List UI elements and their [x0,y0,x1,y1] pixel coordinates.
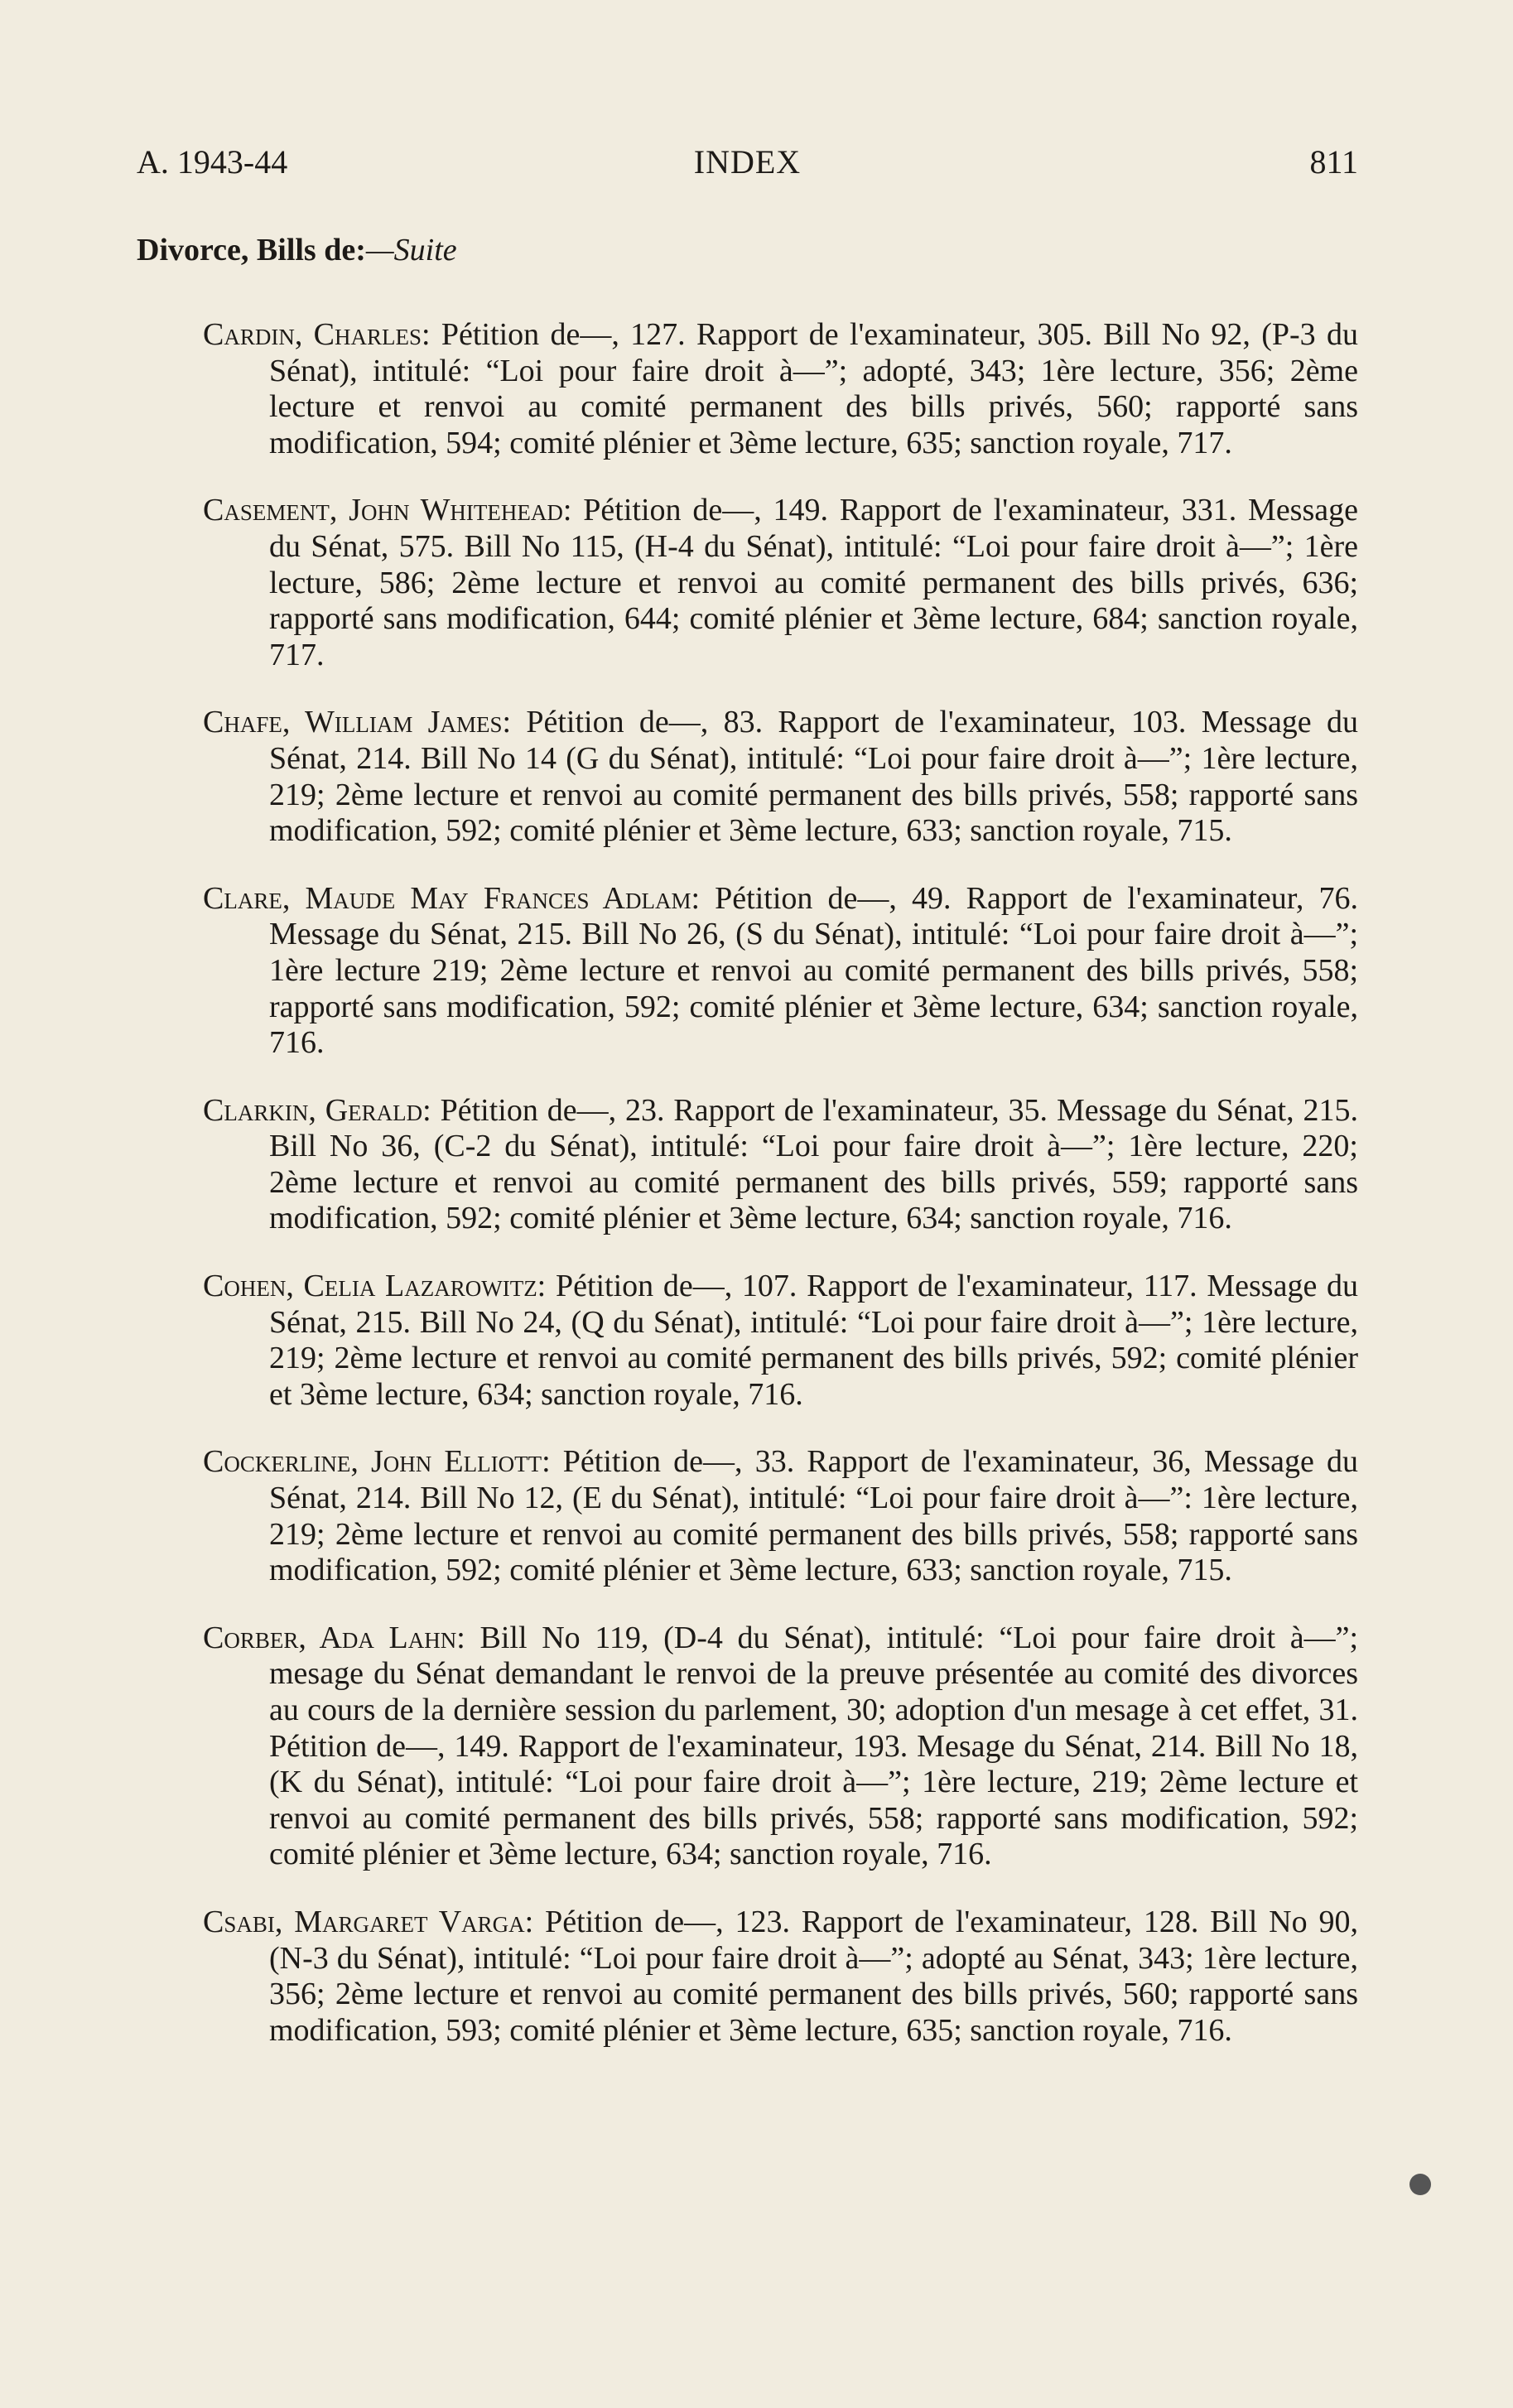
index-entry [203,1621,1358,1873]
session-year: A. 1943-44 [137,143,288,181]
index-entry [203,881,1358,1062]
entry-name: Cardin, Charles: [203,317,431,352]
entry-name: Clarkin, Gerald: [203,1092,431,1128]
index-entries [203,286,1358,2068]
index-entry [203,1905,1358,2049]
entry-name: Clare, Maude May Frances Adlam: [203,880,701,916]
entry-name: Cockerline, John Elliott: [203,1444,551,1480]
page-title: INDEX [693,143,802,181]
entry-text: Pétition de—, 23. Rapport de l'examinateur, 35. Message du Sénat, 215. Bill No 36, (C-2 du Sénat), intitulé: “Loi pour faire droit à—”; 1ère lecture, 220; 2ème lecture et renvoi au comité permanent des bills privés, 559; rapporté sans modification, 592; comité plénier et 3ème lecture, 634; sanction royale, 716. [269,1092,1359,1236]
index-entry [203,1093,1358,1237]
section-title: Divorce, Bills de: [137,233,366,267]
index-entry [203,705,1358,849]
ink-spot [1409,2174,1431,2195]
entry-name: Casement, John Whitehead: [203,493,572,528]
index-entry [203,1269,1358,1413]
section-continued-label: —Suite [365,233,457,267]
entry-text: Pétition de—, 49. Rapport de l'examinateur, 76. Message du Sénat, 215. Bill No 26, (S du Sénat), intitulé: “Loi pour faire droit à—”; 1ère lecture 219; 2ème lecture et renvoi au comité permanent des bills privés, 558; rapporté sans modification, 592; comité plénier et 3ème lecture, 634; sanction royale, 716. [269,880,1359,1061]
running-head [137,142,1358,189]
entry-text: Pétition de—, 107. Rapport de l'examinateur, 117. Message du Sénat, 215. Bill No 24, (Q du Sénat), intitulé: “Loi pour faire droit à—”; 1ère lecture, 219; 2ème lecture et renvoi au comité permanent des bills privés, 592; comité plénier et 3ème lecture, 634; sanction royale, 716. [269,1269,1358,1412]
index-entry [203,493,1358,673]
entry-text: Pétition de—, 149. Rapport de l'examinateur, 331. Message du Sénat, 575. Bill No 115, (H-4 du Sénat), intitulé: “Loi pour faire droit à—”; 1ère lecture, 586; 2ème lecture et renvoi au comité permanent des bills privés, 636; rapporté sans modification, 644; comité plénier et 3ème lecture, 684; sanction royale, 717. [269,493,1358,672]
entry-name: Cohen, Celia Lazarowitz: [203,1269,547,1304]
index-entry [203,1444,1358,1588]
entry-text: Bill No 119, (D-4 du Sénat), intitulé: “Loi pour faire droit à—”; mesage du Sénat demandant le renvoi de la preuve présentée au comité des divorces au cours de la dernière session du parlement, 30; adoption d'un mesage à cet effet, 31. Pétition de—, 149. Rapport de l'examinateur, 193. Mesage du Sénat, 214. Bill No 18, (K du Sénat), intitulé: “Loi pour faire droit à—”; 1ère lecture, 219; 2ème lecture et renvoi au comité permanent des bills privés, 558; rapporté sans modification, 592; comité plénier et 3ème lecture, 634; sanction royale, 716. [269,1620,1358,1872]
entry-text: Pétition de—, 83. Rapport de l'examinateur, 103. Message du Sénat, 214. Bill No 14 (G du Sénat), intitulé: “Loi pour faire droit à—”; 1ère lecture, 219; 2ème lecture et renvoi au comité permanent des bills privés, 558; rapporté sans modification, 592; comité plénier et 3ème lecture, 633; sanction royale, 715. [269,705,1358,849]
entry-text: Pétition de—, 33. Rapport de l'examinateur, 36, Message du Sénat, 214. Bill No 12, (E du Sénat), intitulé: “Loi pour faire droit à—”: 1ère lecture, 219; 2ème lecture et renvoi au comité permanent des bills privés, 558; rapporté sans modification, 592; comité plénier et 3ème lecture, 633; sanction royale, 715. [269,1444,1359,1588]
entry-text: Pétition de—, 127. Rapport de l'examinateur, 305. Bill No 92, (P-3 du Sénat), intitulé: “Loi pour faire droit à—”; adopté, 343; 1ère lecture, 356; 2ème lecture et renvoi au comité permanent des bills privés, 560; rapporté sans modification, 594; comité plénier et 3ème lecture, 635; sanction royale, 717. [269,317,1358,460]
entry-name: Csabi, Margaret Varga: [203,1904,534,1939]
index-entry [203,317,1358,461]
entry-name: Chafe, William James: [203,705,512,740]
section-heading [137,232,457,268]
page-number: 811 [1309,143,1358,181]
entry-name: Corber, Ada Lahn: [203,1620,465,1655]
entry-text: Pétition de—, 123. Rapport de l'examinateur, 128. Bill No 90, (N-3 du Sénat), intitulé: “Loi pour faire droit à—”; adopté au Sénat, 343; 1ère lecture, 356; 2ème lecture et renvoi au comité permanent des bills privés, 560; rapporté sans modification, 593; comité plénier et 3ème lecture, 635; sanction royale, 716. [269,1904,1358,2048]
